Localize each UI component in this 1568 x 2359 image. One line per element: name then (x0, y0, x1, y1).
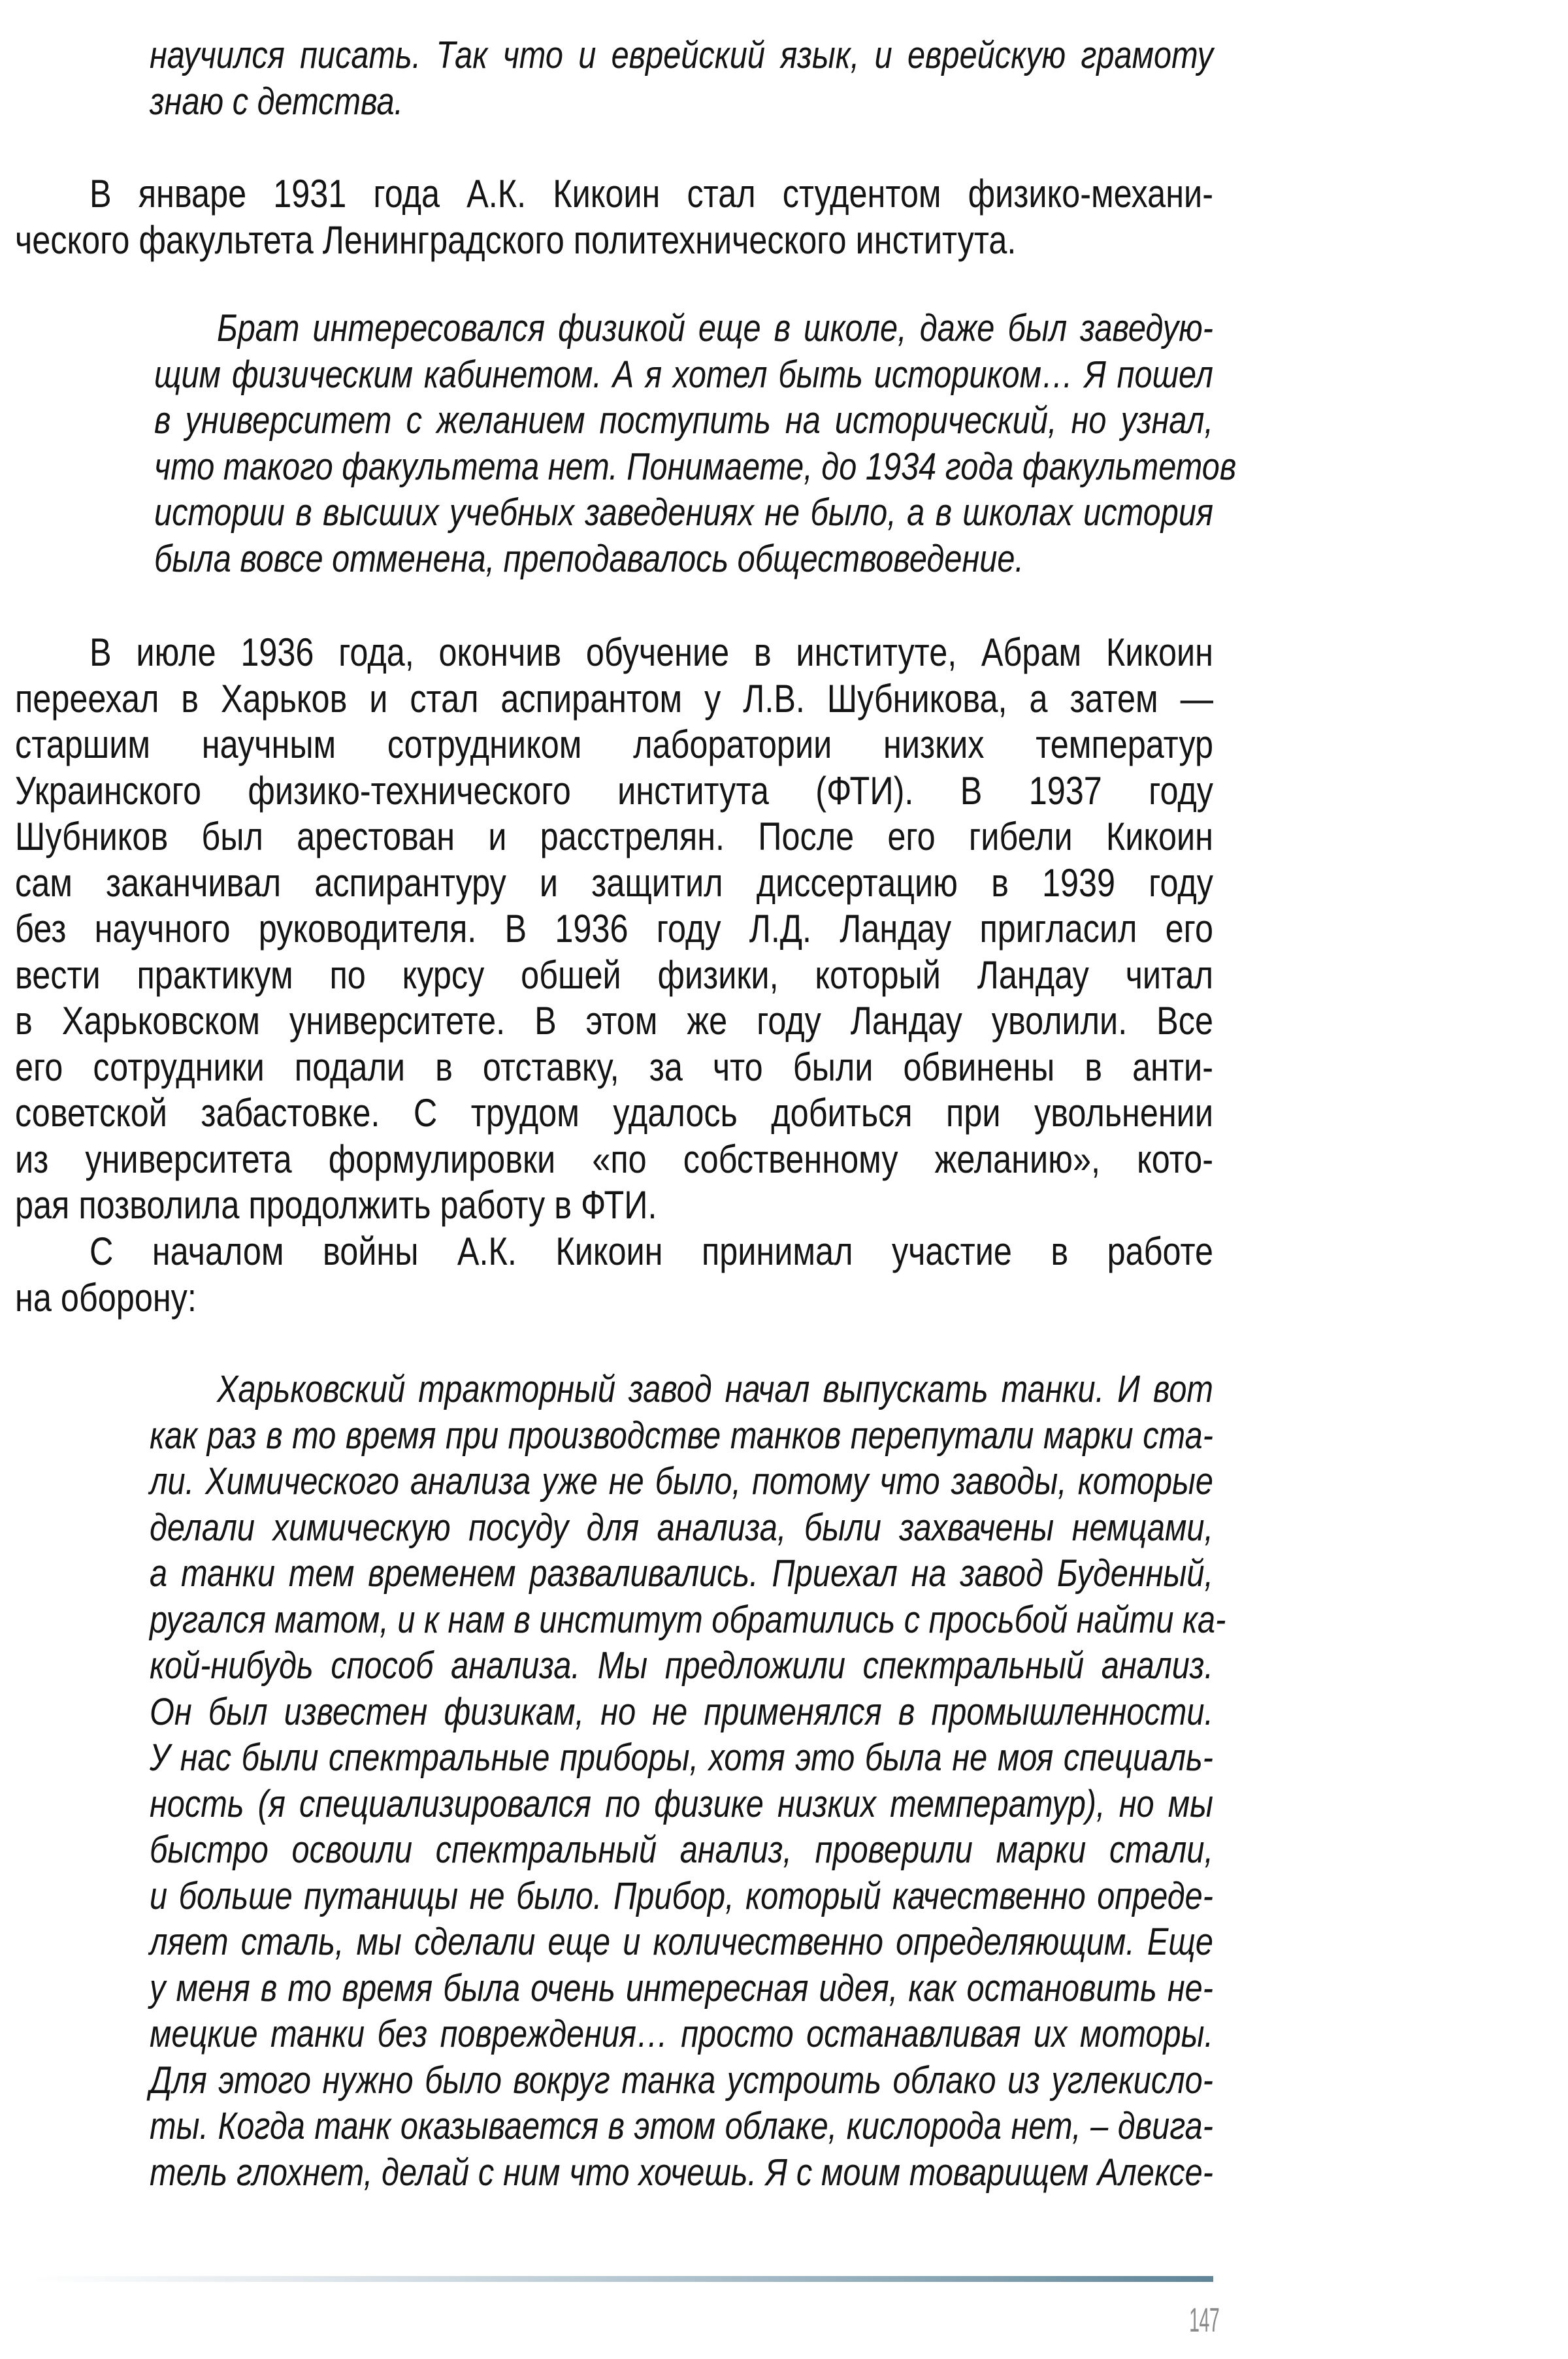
paragraph-3-line: на оборону: (15, 1275, 197, 1320)
quote-2-line: в университет с желанием поступить на исторический, но узнал, (154, 399, 1213, 442)
quote-3-line: и больше путаницы не было. Прибор, который качественно опреде- (150, 1874, 1213, 1917)
paragraph-2-line: вести практикум по курсу обшей физики, который Ландау читал (15, 952, 1213, 997)
quote-3-line: Для этого нужно было вокруг танка устроить облако из углекисло- (150, 2058, 1213, 2102)
quote-3-line: У нас были спектральные приборы, хотя это была не моя специаль- (150, 1736, 1213, 1779)
paragraph-2-line: Украинского физико-технического института (ФТИ). В 1937 году (15, 768, 1213, 813)
paragraph-2-line: Шубников был арестован и расстрелян. После его гибели Кикоин (15, 815, 1213, 858)
paragraph-2-line: переехал в Харьков и стал аспирантом у Л.В. Шубникова, а затем — (15, 676, 1213, 721)
paragraph-2-line: из университета формулировки «по собственному желанию», кото- (15, 1137, 1213, 1181)
quote-3-line: ляет сталь, мы сделали еще и количественно определяющим. Еще (150, 1921, 1213, 1963)
quote-3-line: Харьковский тракторный завод начал выпускать танки. И вот (216, 1368, 1213, 1410)
quote-2-line: была вовсе отменена, преподавалось обществоведение. (154, 537, 1024, 580)
paragraph-2 (15, 630, 1213, 1229)
quote-3-line: ность (я специализировался по физике низких температур), но мы (150, 1782, 1213, 1825)
paragraph-3-line: С началом войны А.К. Кикоин принимал участие в работе (89, 1229, 1213, 1273)
quote-2-line: щим физическим кабинетом. А я хотел быть историком… Я пошел (154, 353, 1213, 396)
quote-3-line: а танки тем временем разваливались. Приехал на завод Буденный, (150, 1552, 1213, 1595)
footer-rule (30, 2276, 1213, 2282)
paragraph-2-line: без научного руководителя. В 1936 году Л.Д. Ландау пригласил его (15, 907, 1213, 951)
quote-3-line: быстро освоили спектральный анализ, проверили марки стали, (150, 1829, 1213, 1871)
quote-3-line: ли. Химического анализа уже не было, потому что заводы, которые (150, 1460, 1213, 1503)
quote-3-line: тель глохнет, делай с ним что хочешь. Я с моим товарищем Алексе- (150, 2151, 1213, 2194)
quote-2-line: что такого факультета нет. Понимаете, до 1934 года факультетов (154, 445, 1237, 488)
quote-3-line: у меня в то время была очень интересная идея, как остановить не- (150, 1966, 1213, 2009)
paragraph-2-line: сам заканчивал аспирантуру и защитил диссертацию в 1939 году (15, 860, 1213, 905)
paragraph-2-line: советской забастовке. С трудом удалось добиться при увольнении (15, 1091, 1213, 1135)
quote-3-line: как раз в то время при производстве танков перепутали марки ста- (150, 1414, 1213, 1457)
paragraph-1-line: В январе 1931 года А.К. Кикоин стал студентом физико-механи- (89, 172, 1213, 216)
paragraph-2-line: старшим научным сотрудником лаборатории низких температур (15, 723, 1213, 766)
quote-1 (150, 33, 1213, 125)
quote-3-line: мецкие танки без повреждения… просто останавливая их моторы. (150, 2013, 1213, 2055)
paragraph-2-line: рая позволила продолжить работу в ФТИ. (15, 1183, 657, 1227)
quote-3-line: ругался матом, и к нам в институт обратились с просьбой найти ка- (150, 1598, 1226, 1641)
quote-2-line: Брат интересовался физикой еще в школе, даже был заведую- (216, 307, 1213, 350)
paragraph-2-line: его сотрудники подали в отставку, за что были обвинены в анти- (15, 1045, 1213, 1089)
paragraph-2-line: В июле 1936 года, окончив обучение в институте, Абрам Кикоин (89, 630, 1213, 674)
page-number: 147 (1189, 2302, 1220, 2339)
quote-3-line: делали химическую посуду для анализа, были захвачены немцами, (150, 1506, 1213, 1549)
quote-3-line: ты. Когда танк оказывается в этом облаке, кислорода нет, – двига- (150, 2105, 1213, 2147)
paragraph-1 (15, 171, 1213, 263)
paragraph-1-line: ческого факультета Ленинградского политехнического института. (15, 218, 1017, 262)
quote-1-line: научился писать. Так что и еврейский язык, и еврейскую грамоту (150, 34, 1213, 76)
quote-2-line: истории в высших учебных заведениях не было, а в школах история (154, 491, 1213, 534)
quote-3-line: кой-нибудь способ анализа. Мы предложили спектральный анализ. (150, 1644, 1213, 1687)
paragraph-3 (15, 1229, 1213, 1321)
quote-1-line: знаю с детства. (150, 80, 404, 123)
paragraph-2-line: в Харьковском университете. В этом же году Ландау уволили. Все (15, 999, 1213, 1043)
quote-2 (154, 306, 1237, 582)
quote-3-line: Он был известен физикам, но не применялся в промышленности. (150, 1690, 1213, 1733)
quote-3 (150, 1367, 1226, 2196)
